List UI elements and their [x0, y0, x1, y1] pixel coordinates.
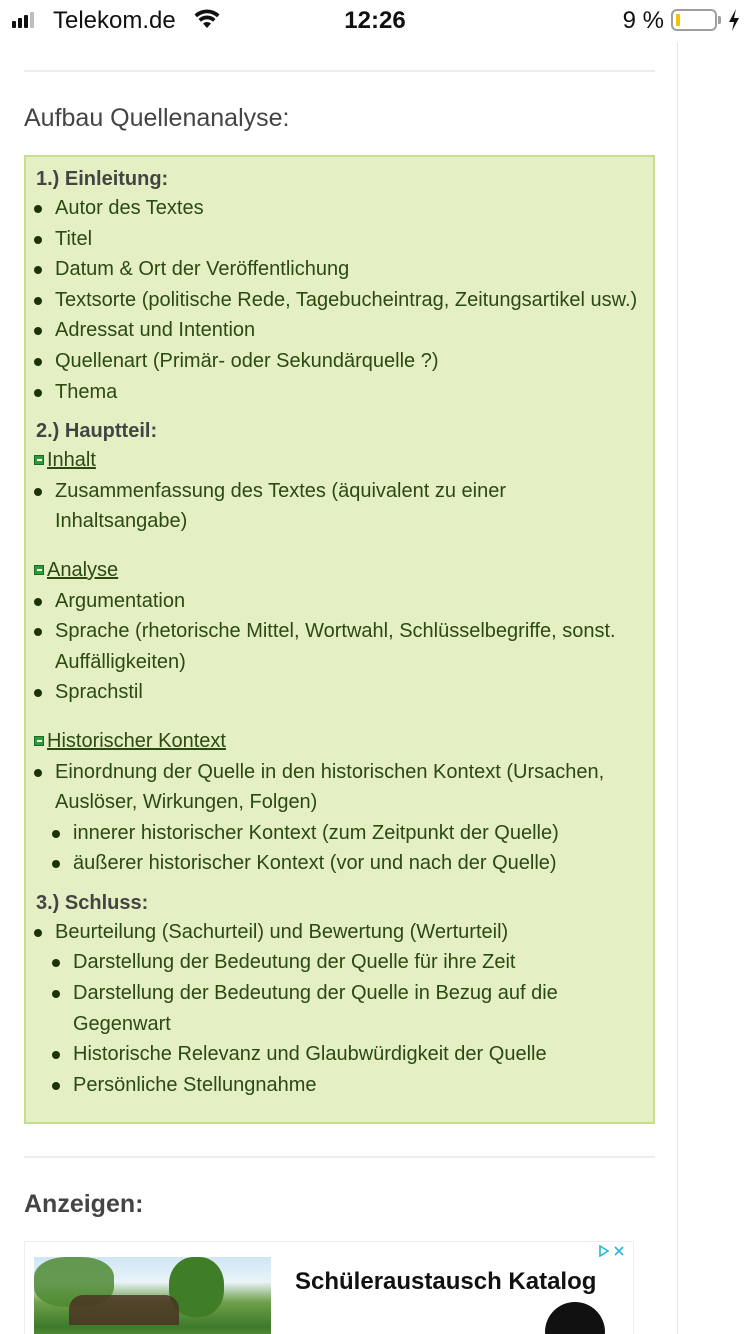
kontext-sublist	[26, 818, 643, 879]
list-item: äußerer historischer Kontext (vor und nach der Quelle)	[26, 848, 643, 879]
article-content	[24, 42, 655, 1334]
clock: 12:26	[344, 7, 406, 34]
link-historischer-kontext-text[interactable]: Historischer Kontext	[47, 729, 226, 752]
link-analyse[interactable]	[34, 555, 643, 586]
list-item: Textsorte (politische Rede, Tagebucheintrag, Zeitungsartikel usw.)	[26, 285, 643, 316]
battery-percent: 9 %	[622, 7, 664, 34]
list-item: Sprache (rhetorische Mittel, Wortwahl, Schlüsselbegriffe, sonst. Auffälligkeiten)	[26, 616, 643, 677]
structure-box	[24, 155, 655, 1124]
section-heading-hauptteil: 2.) Hauptteil:	[36, 420, 158, 443]
section-heading-schluss: 3.) Schluss:	[36, 891, 149, 914]
ads-title: Anzeigen:	[24, 1190, 144, 1219]
link-historischer-kontext[interactable]	[34, 726, 643, 757]
list-item: Beurteilung (Sachurteil) und Bewertung (Werturteil)	[26, 917, 643, 948]
adchoices-icon[interactable]	[598, 1245, 610, 1257]
list-item: Historische Relevanz und Glaubwürdigkeit der Quelle	[26, 1039, 643, 1070]
ad-headline[interactable]: Schüleraustausch Katalog	[295, 1268, 597, 1296]
list-item: Einordnung der Quelle in den historischen Kontext (Ursachen, Auslöser, Wirkungen, Folgen)	[26, 757, 643, 818]
list-item: Darstellung der Bedeutung der Quelle für ihre Zeit	[26, 947, 643, 978]
list-item: Adressat und Intention	[26, 315, 643, 346]
carrier-name: Telekom.de	[53, 7, 176, 34]
list-item: Quellenart (Primär- oder Sekundärquelle ?)	[26, 346, 643, 377]
schluss-list	[26, 917, 643, 948]
ad-cta-button[interactable]	[545, 1302, 605, 1334]
link-inhalt[interactable]	[34, 445, 643, 476]
analyse-list	[26, 586, 643, 708]
external-link-icon	[34, 455, 44, 465]
list-item: Titel	[26, 224, 643, 255]
external-link-icon	[34, 736, 44, 746]
section-title: Aufbau Quellenanalyse:	[24, 104, 290, 132]
schluss-sublist	[26, 947, 643, 1100]
battery-icon	[671, 9, 717, 31]
list-item: Autor des Textes	[26, 193, 643, 224]
divider	[24, 70, 655, 72]
external-link-icon	[34, 565, 44, 575]
kontext-list	[26, 757, 643, 818]
inhalt-list	[26, 476, 643, 537]
einleitung-list	[26, 193, 643, 407]
link-analyse-text[interactable]: Analyse	[47, 558, 119, 581]
list-item: Argumentation	[26, 586, 643, 617]
list-item: Thema	[26, 377, 643, 408]
close-icon[interactable]	[613, 1245, 625, 1257]
ad-card[interactable]	[24, 1241, 634, 1334]
divider	[24, 1156, 655, 1158]
sidebar-divider	[677, 38, 678, 1334]
link-inhalt-text[interactable]: Inhalt	[47, 449, 96, 472]
charging-bolt-icon	[727, 8, 741, 32]
list-item: Zusammenfassung des Textes (äquivalent zu einer Inhaltsangabe)	[26, 476, 643, 537]
list-item: innerer historischer Kontext (zum Zeitpunkt der Quelle)	[26, 818, 643, 849]
battery-nub	[718, 16, 721, 24]
section-heading-einleitung: 1.) Einleitung:	[36, 168, 169, 190]
list-item: Datum & Ort der Veröffentlichung	[26, 254, 643, 285]
status-bar	[0, 0, 750, 42]
ad-image[interactable]	[34, 1257, 271, 1334]
ad-choices[interactable]	[598, 1245, 625, 1257]
list-item: Sprachstil	[26, 677, 643, 708]
list-item: Persönliche Stellungnahme	[26, 1070, 643, 1101]
list-item: Darstellung der Bedeutung der Quelle in Bezug auf die Gegenwart	[26, 978, 643, 1039]
